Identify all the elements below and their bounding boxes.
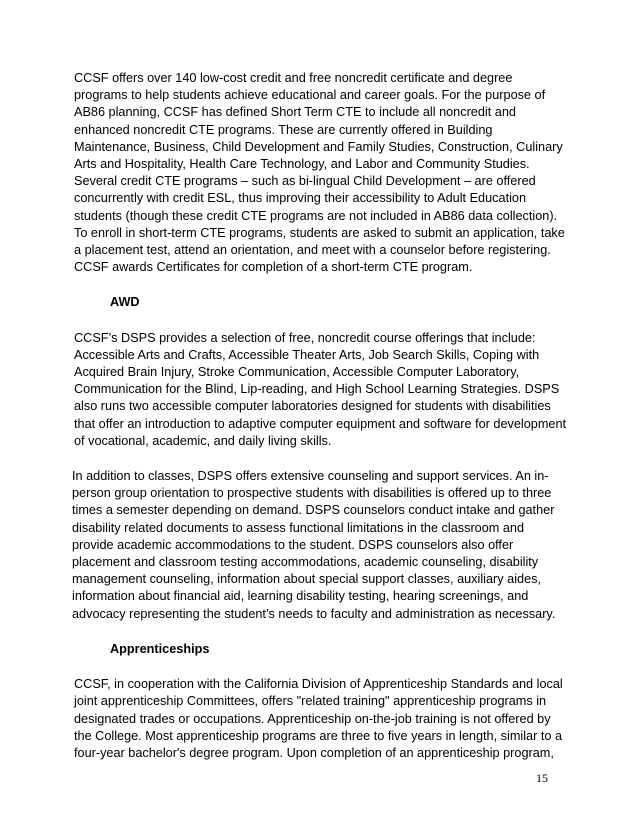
section-heading-awd: AWD <box>110 295 140 310</box>
text-line: CCSF awards Certificates for completion of a short-term CTE program. <box>74 260 473 275</box>
text-line: a placement test, attend an orientation, and meet with a counselor before registering. <box>74 243 551 258</box>
text-line: Communication for the Blind, Lip-reading, and High School Learning Strategies. DSPS <box>74 382 560 397</box>
page-number: 15 <box>536 771 548 785</box>
text-line: CCSF, in cooperation with the California Division of Apprenticeship Standards and local <box>74 677 563 692</box>
text-line: Acquired Brain Injury, Stroke Communication, Accessible Computer Laboratory, <box>74 365 520 380</box>
text-line: also runs two accessible computer laboratories designed for students with disabilities <box>74 399 551 414</box>
text-line: placement and classroom testing accommodations, academic counseling, disability <box>72 555 539 570</box>
paragraph-apprenticeships <box>74 676 570 762</box>
text-line: In addition to classes, DSPS offers extensive counseling and support services. An in- <box>72 469 549 484</box>
text-line: designated trades or occupations. Apprenticeship on-the-job training is not offered by <box>74 711 551 726</box>
text-line: To enroll in short-term CTE programs, students are asked to submit an application, take <box>74 225 565 240</box>
text-line: the College. Most apprenticeship programs are three to five years in length, similar to a <box>74 728 563 743</box>
text-line: disability related documents to assess functional limitations in the classroom and <box>72 520 525 535</box>
paragraph-short-term-cte <box>74 70 570 276</box>
text-line: concurrently with credit ESL, thus improving their accessibility to Adult Education <box>74 191 527 206</box>
paragraph-dsps-courses <box>74 330 570 450</box>
text-line: of vocational, academic, and daily living skills. <box>74 433 332 448</box>
paragraph-dsps-services <box>72 468 570 623</box>
text-line: that offer an introduction to adaptive computer equipment and software for development <box>74 416 567 431</box>
text-line: enhanced noncredit CTE programs. These are currently offered in Building <box>74 122 493 137</box>
text-line: provide academic accommodations to the student. DSPS counselors also offer <box>72 537 514 552</box>
text-line: AB86 planning, CCSF has defined Short Term CTE to include all noncredit and <box>74 105 516 120</box>
text-line: students (though these credit CTE programs are not included in AB86 data collection). <box>74 208 558 223</box>
text-line: person group orientation to prospective students with disabilities is offered up to three <box>72 486 552 501</box>
section-heading-apprenticeships: Apprenticeships <box>110 641 210 656</box>
text-line: programs to help students achieve educational and career goals. For the purpose of <box>74 88 546 103</box>
document-page <box>74 70 570 780</box>
text-line: advocacy representing the student’s needs to faculty and administration as necessary. <box>72 606 556 621</box>
text-line: Accessible Arts and Crafts, Accessible Theater Arts, Job Search Skills, Coping with <box>74 347 540 362</box>
text-line: management counseling, information about special support classes, auxiliary aides, <box>72 572 541 587</box>
text-line: CCSF offers over 140 low-cost credit and free noncredit certificate and degree <box>74 71 513 85</box>
text-line: Several credit CTE programs – such as bi-lingual Child Development – are offered <box>74 174 536 189</box>
text-line: joint apprenticeship Committees, offers "related training" apprenticeship programs in <box>74 694 547 709</box>
text-line: times a semester depending on demand. DSPS counselors conduct intake and gather <box>72 503 555 518</box>
text-line: four-year bachelor's degree program. Upon completion of an apprenticeship program, <box>74 745 554 760</box>
text-line: Arts and Hospitality, Health Care Technology, and Labor and Community Studies. <box>74 157 530 172</box>
text-line: Maintenance, Business, Child Development and Family Studies, Construction, Culinary <box>74 139 563 154</box>
text-line: information about financial aid, learning disability testing, hearing screenings, and <box>72 589 529 604</box>
text-line: CCSF’s DSPS provides a selection of free, noncredit course offerings that include: <box>74 330 536 345</box>
